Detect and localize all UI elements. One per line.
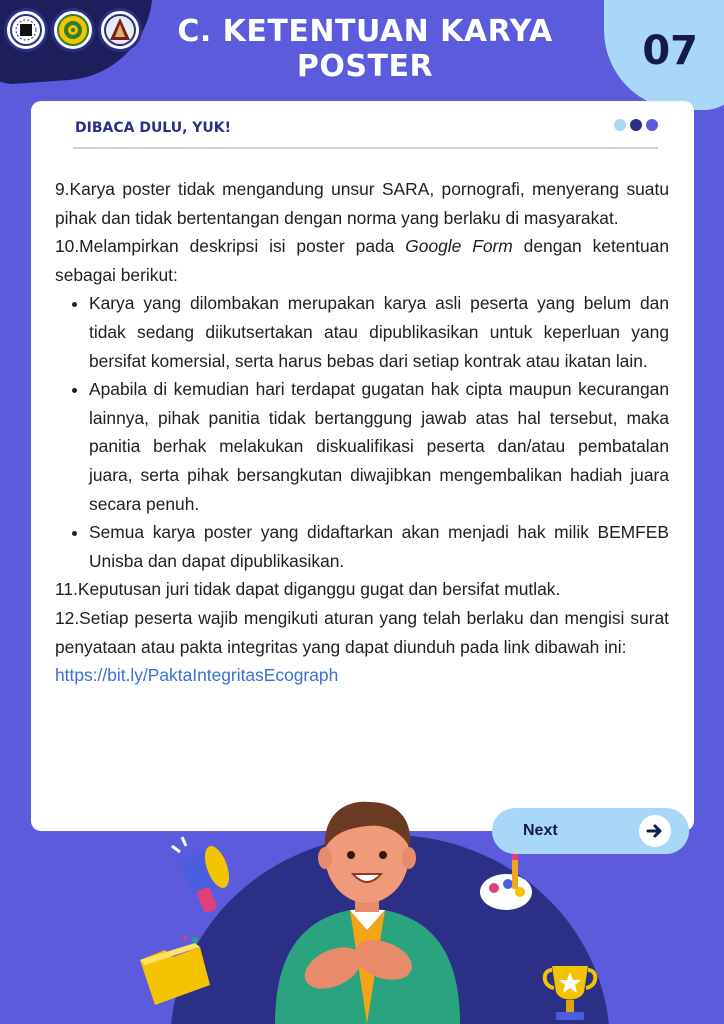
next-button[interactable] xyxy=(492,808,689,854)
content-card xyxy=(31,101,694,831)
folder-icon xyxy=(135,935,215,1010)
page-title xyxy=(150,14,580,84)
google-form-term: Google Form xyxy=(405,236,513,257)
bullet-item: • Karya yang dilombakan merupakan karya asli peserta yang belum dan tidak sedang diikutsertakan atau dipublikasikan untuk keperluan yang bersifat komersial, serta harus bebas dari setiap kontrak atau ikatan lain. xyxy=(89,289,669,375)
megaphone-icon xyxy=(170,832,250,917)
paint-palette-icon xyxy=(478,850,538,915)
next-button-label: Next xyxy=(523,822,558,839)
rule-10-bullets xyxy=(55,289,669,575)
faculty-emblem-icon xyxy=(51,8,95,52)
trophy-icon xyxy=(540,958,600,1024)
card-header: DIBACA DULU, YUK! xyxy=(75,120,232,136)
page-number: 07 xyxy=(642,28,698,74)
decor-dot xyxy=(614,119,626,131)
page-title-line2: POSTER xyxy=(296,49,434,84)
rule-item-12: 12.Setiap peserta wajib mengikuti aturan yang telah berlaku dan mengisi surat penyataan atau pakta integritas yang dapat diunduh pada link dibawah ini: xyxy=(55,607,669,657)
decor-dots xyxy=(614,119,658,131)
rule-item-10 xyxy=(55,232,669,289)
logo-row xyxy=(4,8,142,52)
organization-emblem-icon xyxy=(98,8,142,52)
bullet-item: • Semua karya poster yang didaftarkan akan menjadi hak milik BEMFEB Unisba dan dapat dipublikasikan. xyxy=(89,518,669,575)
character-illustration xyxy=(255,800,480,1024)
rule-item-10-text: 10.Melampirkan deskripsi isi poster pada xyxy=(55,236,406,257)
rule-item-9: 9.Karya poster tidak mengandung unsur SARA, pornografi, menyerang suatu pihak dan tidak bertentangan dengan norma yang berlaku di masyarakat. xyxy=(55,179,669,228)
university-seal-icon xyxy=(4,8,48,52)
pakta-integritas-link[interactable]: https://bit.ly/PaktaIntegritasEcograph xyxy=(55,665,339,686)
rules-list xyxy=(55,175,669,690)
bullet-item: • Apabila di kemudian hari terdapat gugatan hak cipta maupun kecurangan lainnya, pihak panitia tidak bertanggung jawab atas hal tersebut, maka panitia berhak melakukan diskualifikasi peserta dan/atau pembatalan juara, serta pihak bersangkutan diwajibkan mengembalikan hadiah juara secara penuh. xyxy=(89,375,669,518)
decor-dot xyxy=(630,119,642,131)
arrow-right-icon xyxy=(639,815,671,847)
rule-item-10-text-end: dengan ketentuan sebagai berikut: xyxy=(55,236,669,285)
decor-dot xyxy=(646,119,658,131)
page-title-line1: C. KETENTUAN KARYA xyxy=(177,14,553,49)
header-divider xyxy=(73,147,658,149)
rule-item-11: 11.Keputusan juri tidak dapat diganggu gugat dan bersifat mutlak. xyxy=(55,579,561,600)
